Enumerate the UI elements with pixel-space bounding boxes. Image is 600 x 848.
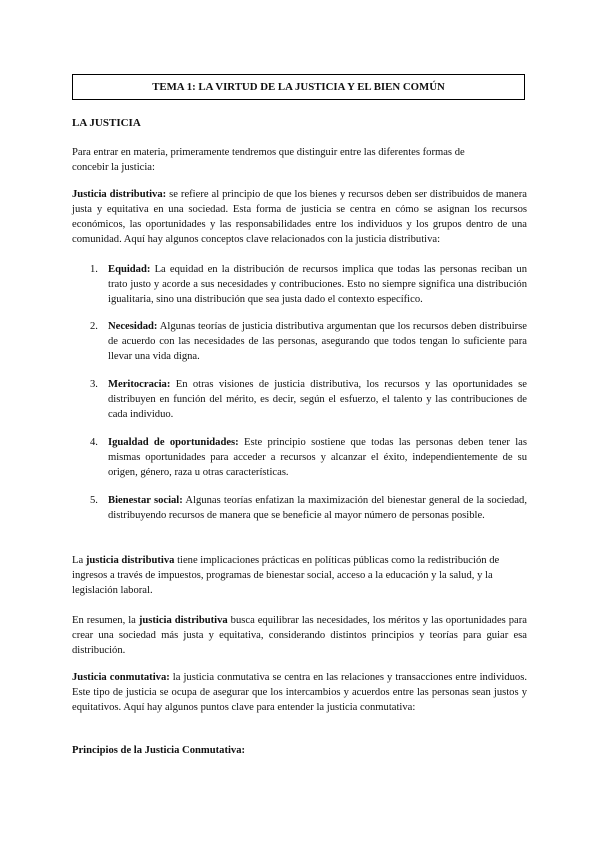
distributiva-term: Justicia distributiva:: [72, 189, 167, 200]
list-number: 1.: [90, 264, 98, 275]
resumen-text: busca equilibrar las necesidades, los méritos y las oportunidades para crear una sociedad más justa y equitativa, considerando distintos principios y teorías para guiar esa distribución.: [72, 615, 527, 656]
page-title: TEMA 1: LA VIRTUD DE LA JUSTICIA Y EL BIEN COMÚN: [72, 74, 525, 100]
resumen-paragraph: [72, 613, 527, 658]
distributiva-text: se refiere al principio de que los bienes y recursos deben ser distribuidos de manera justa y equitativa en una sociedad. Esta forma de justicia se centra en cómo se asignan los recursos económicos, las oportunidades y las responsabilidades entre los individuos y los grupos dentro de una comunidad. Aquí hay algunos conceptos clave relacionados con la justicia distributiva:: [72, 189, 527, 245]
implicaciones-text: tiene implicaciones prácticas en políticas públicas como la redistribución de ingresos a través de impuestos, programas de bienestar social, acceso a la educación y la salud, y la legislación laboral.: [72, 555, 500, 596]
list-body: En otras visiones de justicia distributiva, los recursos y las oportunidades se distribuyen en función del mérito, es decir, según el esfuerzo, el talento y las contribuciones de cada individuo.: [108, 379, 527, 420]
principios-heading: Principios de la Justicia Conmutativa:: [72, 745, 246, 756]
list-term: Equidad:: [108, 264, 151, 275]
conmutativa-paragraph: [72, 670, 527, 715]
list-number: 4.: [90, 437, 98, 448]
list-body: Algunas teorías de justicia distributiva argumentan que los recursos deben distribuirse de acuerdo con las necesidades de las personas, asegurando que todos tengan lo suficiente para llevar una vida digna.: [108, 321, 527, 362]
implicaciones-paragraph: [72, 553, 527, 598]
list-term: Meritocracia:: [108, 379, 171, 390]
conmutativa-text: la justicia conmutativa se centra en las relaciones y transacciones entre individuos. Este tipo de justicia se ocupa de asegurar que los intercambios y acuerdos entre las personas sean justos y equitativos. Aquí hay algunos puntos clave para entender la justicia conmutativa:: [72, 672, 527, 713]
list-text: [108, 319, 527, 364]
list-number: 5.: [90, 495, 98, 506]
resumen-pre: En resumen, la: [72, 615, 139, 626]
list-term: Necesidad:: [108, 321, 158, 332]
list-number: 2.: [90, 321, 98, 332]
conmutativa-term: Justicia conmutativa:: [72, 672, 170, 683]
intro-paragraph: Para entrar en materia, primeramente tendremos que distinguir entre las diferentes formas de concebir la justicia:: [72, 147, 465, 173]
list-body: La equidad en la distribución de recursos implica que todas las personas reciban un trato justo y acorde a sus necesidades y contribuciones. Esto no siempre significa una distribución igualitaria, sino una distribución que sea justa dado el contexto específico.: [108, 264, 527, 305]
list-body: Algunas teorías enfatizan la maximización del bienestar general de la sociedad, distribuyendo recursos de manera que se beneficie al mayor número de personas posible.: [108, 495, 527, 521]
section-heading: LA JUSTICIA: [72, 117, 141, 129]
list-term: Igualdad de oportunidades:: [108, 437, 239, 448]
list-body: Este principio sostiene que todas las personas deben tener las mismas oportunidades para acceder a recursos y alcanzar el éxito, independientemente de su origen, género, raza u otras características.: [108, 437, 528, 478]
distributiva-paragraph: [72, 187, 527, 247]
list-term: Bienestar social:: [108, 495, 183, 506]
list-text: [108, 262, 527, 307]
list-text: [108, 377, 527, 422]
implicaciones-pre: La: [72, 555, 86, 566]
list-text: [108, 435, 527, 480]
list-number: 3.: [90, 379, 98, 390]
implicaciones-term: justicia distributiva: [85, 555, 175, 566]
list-text: [108, 493, 527, 523]
resumen-term: justicia distributiva: [138, 615, 228, 626]
